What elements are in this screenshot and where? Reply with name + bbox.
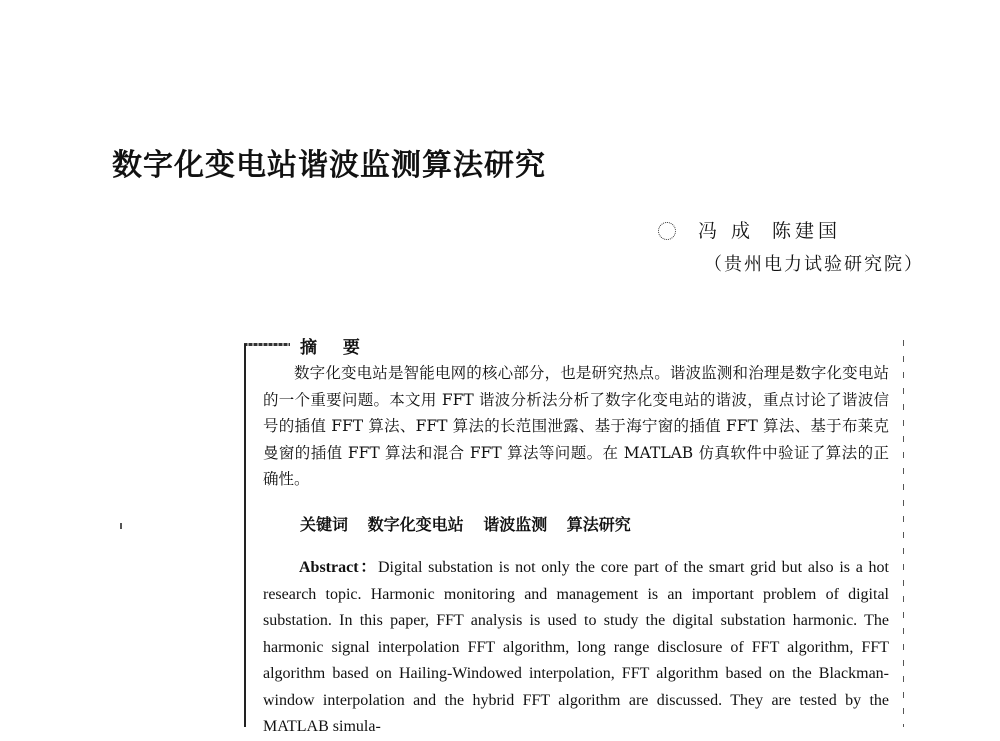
author-bullet-icon [658,222,676,240]
author-2: 陈建国 [772,220,842,242]
keyword-item: 算法研究 [566,515,631,534]
keyword-item: 数字化变电站 [367,515,464,534]
abstract-cn-text: 数字化变电站是智能电网的核心部分，也是研究热点。谐波监测和治理是数字化变电站的一个重要问题。本文用 FFT 谐波分析法分析了数字化变电站的谐波，重点讨论了谐波信号的插值 FFT 算法、FFT 算法的长范围泄露、基于海宁窗的插值 FFT 算法、基于布莱克曼窗的插值 FFT 算法和混合 FFT 算法等问题。在 MATLAB 仿真软件中验证了算法的正确性。 [263,364,889,488]
abstract-en [263,555,889,741]
abstract-box-right-rule [903,340,904,727]
scan-mark [120,523,122,529]
paper-title: 数字化变电站谐波监测算法研究 [112,148,546,183]
abstract-heading: 摘 要 [300,338,370,358]
abstract-en-text: Digital substation is not only the core part of the smart grid but also is a hot research topic. Harmonic monitoring and management is an important problem of digital substation. In this paper, FFT analysis is used to study the digital substation harmonic. The harmonic signal interpolation FFT algorithm, long range disclosure of FFT algorithm, FFT algorithm based on Hailing-Windowed interpolation, FFT algorithm based on the Blackman-window interpolation and the hybrid FFT algorithm are discussed. They are tested by the MATLAB simula- [263,559,889,735]
affiliation: （贵州电力试验研究院） [704,254,924,275]
keywords-line [300,512,645,535]
abstract-box-left-rule [244,344,246,727]
abstract-en-label: Abstract： [299,559,378,576]
keyword-item: 谐波监测 [483,515,548,534]
keywords-label: 关键词 [300,515,349,534]
author-line [658,216,859,243]
author-1: 冯 成 [698,220,755,242]
abstract-box-top-rule [244,343,290,346]
